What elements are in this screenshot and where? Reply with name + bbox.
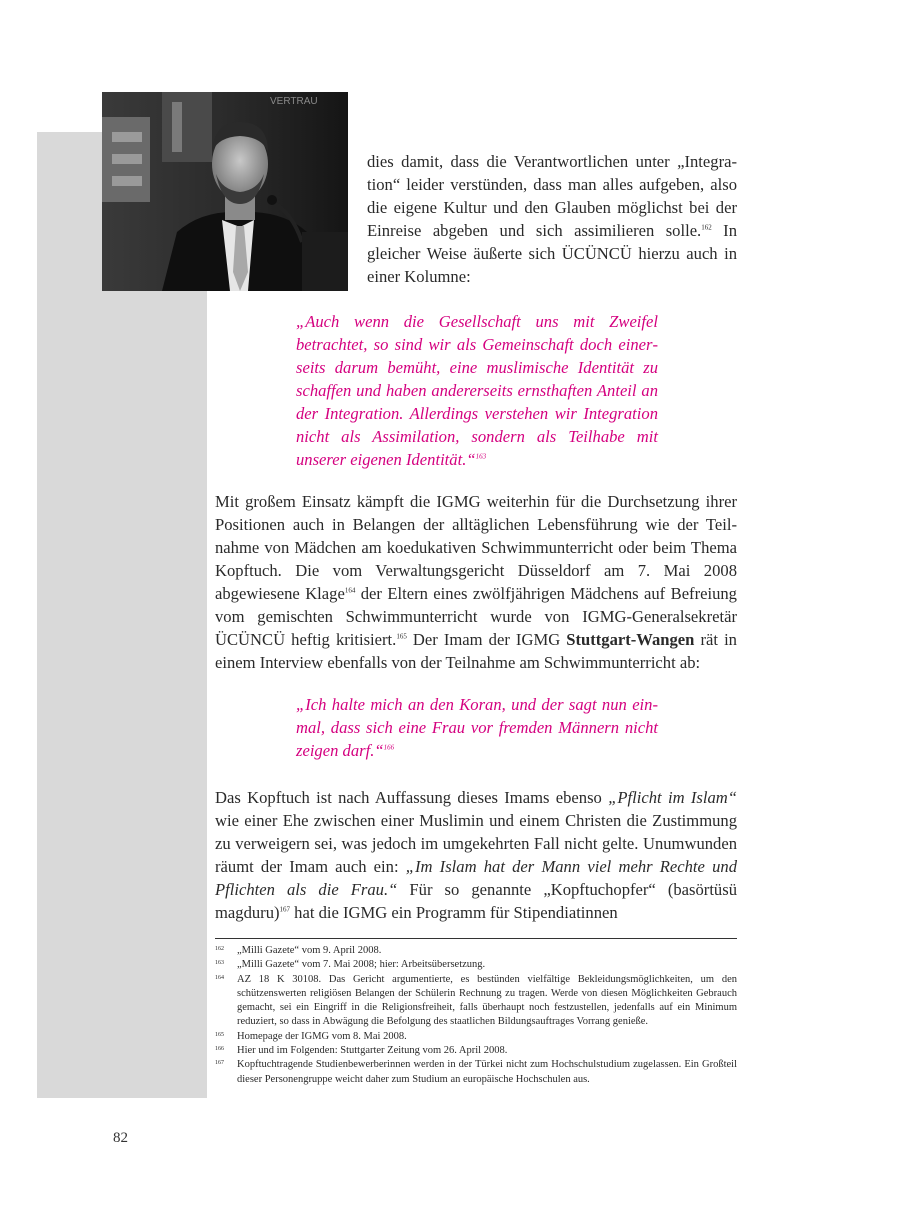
paragraph-1: dies damit, dass die Verantwortlichen unter „Integration“ leider verstünden, dass man alles aufgeben, also die eigene Kultur und den Glauben möglichst bei der Einreise abgeben und sich assimilieren solle.$^{162}$ In gleicher Weise äußerte sich ÜCÜNCÜ hierzu auch in einer Kolumne: xyxy=(367,152,737,286)
footnote: 165 Homepage der IGMG vom 8. Mai 2008. xyxy=(215,1030,407,1042)
footnote-ref-164[interactable]: 164 xyxy=(344,586,356,595)
footnote: 167 Kopftuchtragende Studienbewerberinnen werden in der Türkei nicht zum Hochschulstudium zugelassen. Ein Großteil dieser Personengruppe weicht daher zum Studium an europäische Hochschulen aus. xyxy=(215,1059,737,1085)
footnote: 162 „Milli Gazete“ vom 9. April 2008. xyxy=(215,945,382,956)
footnote-divider xyxy=(215,938,737,939)
footnote: 164 AZ 18 K 30108. Das Gericht argumentierte, es bestünden vielfältige Bekleidungsmöglichkeiten, um den schützenswerten religiösen Belangen der Schülerin Rechnung zu tragen. Werde von diesen Möglichkeiten Gebrauch gemacht, sei ein Eingriff in die Religionsfreiheit, falls überhaupt noch festzustellen, jedenfalls auf ein Minimum reduziert, so dass in Abwägung die Befolgung des staatlichen Bildungsauftrages Vorrang genieße. xyxy=(215,973,737,1028)
footnote: 163 „Milli Gazete“ vom 7. Mai 2008; hier: Arbeitsübersetzung. xyxy=(215,959,486,971)
page-number: 82 xyxy=(113,1130,128,1146)
footnote: 166 Hier und im Folgenden: Stuttgarter Zeitung vom 26. April 2008. xyxy=(215,1045,508,1057)
footnotes xyxy=(215,944,737,1087)
footnote-ref-166[interactable]: 166 xyxy=(383,743,395,752)
block-quote-2: „Ich halte mich an den Koran, und der sagt nun einmal, dass sich eine Frau vor fremden Männern nicht zeigen darf.“$^{166}$ xyxy=(296,695,658,760)
footnote-ref-163[interactable]: 163 xyxy=(475,452,487,461)
block-quote-1: „Auch wenn die Gesellschaft uns mit Zweifel betrachtet, so sind wir als Gemeinschaft doch einerseits darum bemüht, eine muslimische Identität zu schaffen und haben andererseits ernsthaften Anteil an der Integration. Allerdings verstehen wir Integration nicht als Assimilation, sondern als Teilhabe mit unserer eigenen Identität.“$^{163}$ xyxy=(296,312,658,469)
paragraph-2: Mit großem Einsatz kämpft die IGMG weiterhin für die Durchsetzung ihrer Positionen auch in Belangen der alltäglichen Lebensführung wie der Teilnahme von Mädchen am koedukativen Schwimmunterricht oder beim Thema Kopftuch. Die vom Verwaltungsgericht Düsseldorf am 7. Mai 2008 abgewiesene Klage$^{164}$ der Eltern eines zwölfjährigen Mädchens auf Befreiung vom gemischten Schwimmunterricht wurde von IGMG-Generalsekretär ÜCÜNCÜ heftig kritisiert.$^{165}$ Der Imam der IGMG Stuttgart-Wangen rät in einem Interview ebenfalls von der Teilnahme am Schwimmunterricht ab: xyxy=(215,492,737,672)
speaker-photo xyxy=(102,92,348,291)
footnote-ref-167[interactable]: 167 xyxy=(279,905,291,914)
paragraph-3: Das Kopftuch ist nach Auffassung dieses Imams ebenso „Pflicht im Islam“ wie einer Ehe zwischen einer Muslimin und einem Christen die Zustimmung zu verweigern sei, was jedoch im umgekehrten Fall nicht gelte. Unumwunden räumt der Imam auch ein: „Im Islam hat der Mann viel mehr Rechte und Pflichten als die Frau.“ Für so genannte „Kopftuchopfer“ (basörtüsü magduru)$^{167}$ hat die IGMG ein Programm für Stipendiatinnen xyxy=(215,788,738,922)
footnote-ref-162[interactable]: 162 xyxy=(701,223,712,232)
location-name: Stuttgart-Wangen xyxy=(566,630,695,649)
photo-signage-text: VERTRAU xyxy=(270,96,318,107)
footnote-ref-165[interactable]: 165 xyxy=(396,632,407,641)
